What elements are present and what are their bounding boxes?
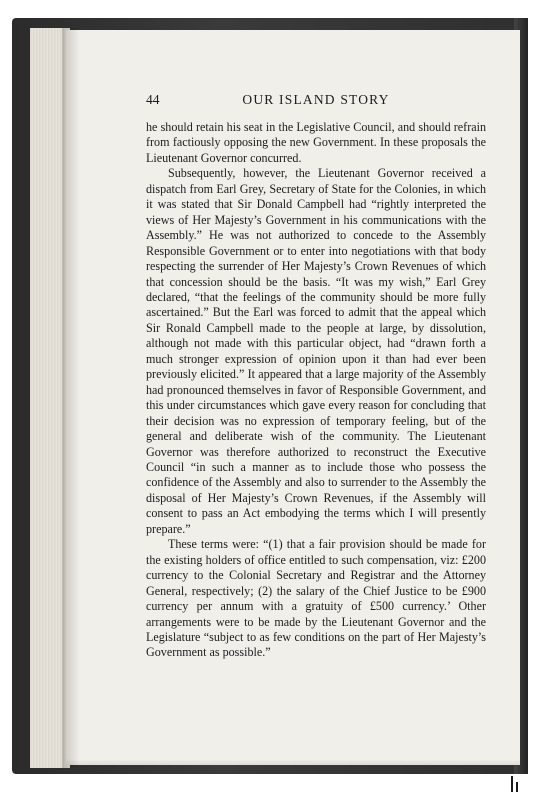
- gutter-shadow: [62, 28, 80, 768]
- page-bottom-shadow: [66, 759, 520, 765]
- page-number: 44: [146, 92, 160, 107]
- paragraph-2: Subsequently, however, the Lieutenant Governor received a dispatch from Earl Grey, Secretary of State for the Colonies, in which it was stated that Sir Donald Campbell had “rightly interpreted the views of Her Majesty’s Government in his communications with the Assembly.” He was not authorized to concede to the Assembly Responsible Government or to enter into negotiations with that body respecting the surrender of Her Majesty’s Crown Revenues of which that concession should be the basis. “It was my wish,” Earl Grey declared, “that the feelings of the community should be more fully ascertained.” But the Earl was forced to admit that the appeal which Sir Ronald Campbell made to the people at large, by dissolution, although not made with this particular object, had “drawn forth a much stronger expression of opinion upon it than had ever been previously elicited.” It appeared that a large majority of the Assembly had pronounced themselves in favor of Responsible Government, and this under circumstances which gave every reason for concluding that their decision was no expression of temporary feeling, but of the general and deliberate wish of the community. The Lieutenant Governor was therefore authorized to reconstruct the Executive Council “in such a manner as to include those who possess the confidence of the Assembly and also to surrender to the Assembly the disposal of Her Majesty’s Crown Revenues, if the Assembly will consent to pass an Act embodying the terms which I will presently prepare.”: [146, 166, 486, 536]
- paragraph-3: These terms were: “(1) that a fair provision should be made for the existing holders of office entitled to such compensation, viz: £200 currency to the Colonial Secretary and Registrar and the Attorney General, respectively; (2) the salary of the Chief Justice to be £900 currency per annum with a gratuity of £500 currency.’ Other arrangements were to be made by the Lieutenant Governor and the Legislature “subject to as few conditions on the part of Her Majesty’s Government as possible.”: [146, 537, 486, 660]
- book-page: [66, 30, 520, 765]
- page-content: [146, 92, 486, 661]
- paragraph-1: he should retain his seat in the Legislative Council, and should refrain from factiously opposing the new Government. In these proposals the Lieutenant Governor concurred.: [146, 120, 486, 165]
- scan-marks: [509, 774, 521, 794]
- page-header: [146, 92, 486, 112]
- running-title: OUR ISLAND STORY: [242, 92, 390, 107]
- body-text: [146, 120, 486, 661]
